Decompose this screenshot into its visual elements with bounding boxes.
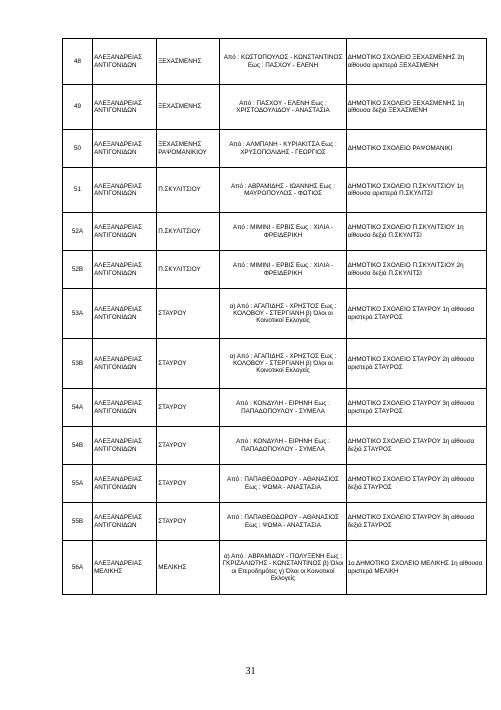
community-cell: ΣΤΑΥΡΟΥ bbox=[157, 289, 220, 339]
community-cell: Π.ΣΚΥΛΙΤΣΙΟΥ bbox=[157, 213, 220, 251]
community-cell: ΞΕΧΑΣΜΕΝΗΣ ΡΑΨΟΜΑΝΙΚΙΟΥ bbox=[157, 130, 220, 168]
voter-range-cell: Από : ΑΒΡΑΜΙΔΗΣ - ΙΩΑΝΝΗΣ Εως : ΜΑΥΡΟΠΟΥΛΟΣ - ΦΩΤΙΟΣ bbox=[220, 168, 346, 213]
polling-location-cell: ΔΗΜΟΤΙΚΟ ΣΧΟΛΕΙΟ ΣΤΑΥΡΟΥ 3η αίθουσα αριστερά ΣΤΑΥΡΟΣ bbox=[346, 389, 486, 427]
station-number-cell: 55Α bbox=[63, 465, 93, 503]
municipality-cell: ΑΛΕΞΑΝΔΡΕΙΑΣ ΑΝΤΙΓΟΝΙΔΩΝ bbox=[93, 389, 157, 427]
table-row bbox=[63, 39, 487, 85]
voter-range-cell: Από : ΜΙΜΙΝΙ - ΕΡΒΙΣ Εως : ΧΙΛΙΑ - ΦΡΕΙΔΕΡΙΚΗ bbox=[220, 251, 346, 289]
community-cell: ΣΤΑΥΡΟΥ bbox=[157, 339, 220, 389]
station-number-cell: 52Β bbox=[63, 251, 93, 289]
municipality-cell: ΑΛΕΞΑΝΔΡΕΙΑΣ ΑΝΤΙΓΟΝΙΔΩΝ bbox=[93, 339, 157, 389]
station-number-cell: 48 bbox=[63, 39, 93, 85]
station-number-cell: 54Β bbox=[63, 427, 93, 465]
voter-range-cell: Από : ΚΟΝΔΥΛΗ - ΕΙΡΗΝΗ Εως : ΠΑΠΑΔΟΠΟΥΛΟΥ - ΣΥΜΕΛΑ bbox=[220, 389, 346, 427]
voter-range-cell: α) Από : ΑΓΑΠΙΔΗΣ - ΧΡΗΣΤΟΣ Εως : ΚΟΛΟΒΟΥ - ΣΤΕΡΓΙΑΝΗ β) Όλοι οι Κοινοτικοί Εκλογείς bbox=[220, 289, 346, 339]
municipality-cell: ΑΛΕΞΑΝΔΡΕΙΑΣ ΜΕΛΙΚΗΣ bbox=[93, 541, 157, 595]
table-row bbox=[63, 85, 487, 130]
municipality-cell: ΑΛΕΞΑΝΔΡΕΙΑΣ ΑΝΤΙΓΟΝΙΔΩΝ bbox=[93, 39, 157, 85]
table-row bbox=[63, 427, 487, 465]
station-number-cell: 52Α bbox=[63, 213, 93, 251]
polling-location-cell: ΔΗΜΟΤΙΚΟ ΣΧΟΛΕΙΟ ΞΕΧΑΣΜΕΝΗΣ 1η αίθουσα δεξιά ΞΕΧΑΣΜΕΝΗ bbox=[346, 85, 486, 130]
polling-location-cell: ΔΗΜΟΤΙΚΟ ΣΧΟΛΕΙΟ Π.ΣΚΥΛΙΤΣΙΟΥ 1η αίθουσα αριστερά Π.ΣΚΥΛΙΤΣΙ bbox=[346, 168, 486, 213]
municipality-cell: ΑΛΕΞΑΝΔΡΕΙΑΣ ΑΝΤΙΓΟΝΙΔΩΝ bbox=[93, 465, 157, 503]
station-number-cell: 50 bbox=[63, 130, 93, 168]
municipality-cell: ΑΛΕΞΑΝΔΡΕΙΑΣ ΑΝΤΙΓΟΝΙΔΩΝ bbox=[93, 427, 157, 465]
municipality-cell: ΑΛΕΞΑΝΔΡΕΙΑΣ ΑΝΤΙΓΟΝΙΔΩΝ bbox=[93, 503, 157, 541]
municipality-cell: ΑΛΕΞΑΝΔΡΕΙΑΣ ΑΝΤΙΓΟΝΙΔΩΝ bbox=[93, 130, 157, 168]
municipality-cell: ΑΛΕΞΑΝΔΡΕΙΑΣ ΑΝΤΙΓΟΝΙΔΩΝ bbox=[93, 168, 157, 213]
station-number-cell: 53Α bbox=[63, 289, 93, 339]
polling-location-cell: ΔΗΜΟΤΙΚΟ ΣΧΟΛΕΙΟ ΣΤΑΥΡΟΥ 1η αίθουσα δεξιά ΣΤΑΥΡΟΣ bbox=[346, 427, 486, 465]
table-row bbox=[63, 251, 487, 289]
community-cell: ΣΤΑΥΡΟΥ bbox=[157, 427, 220, 465]
table-row bbox=[63, 289, 487, 339]
community-cell: ΜΕΛΙΚΗΣ bbox=[157, 541, 220, 595]
community-cell: ΣΤΑΥΡΟΥ bbox=[157, 389, 220, 427]
polling-location-cell: 1ο ΔΗΜΟΤΙΚΟ ΣΧΟΛΕΙΟ ΜΕΛΙΚΗΣ 1η αίθουσα αριστερά ΜΕΛΙΚΗ bbox=[346, 541, 486, 595]
municipality-cell: ΑΛΕΞΑΝΔΡΕΙΑΣ ΑΝΤΙΓΟΝΙΔΩΝ bbox=[93, 213, 157, 251]
community-cell: Π.ΣΚΥΛΙΤΣΙΟΥ bbox=[157, 168, 220, 213]
municipality-cell: ΑΛΕΞΑΝΔΡΕΙΑΣ ΑΝΤΙΓΟΝΙΔΩΝ bbox=[93, 251, 157, 289]
table-row bbox=[63, 465, 487, 503]
polling-location-cell: ΔΗΜΟΤΙΚΟ ΣΧΟΛΕΙΟ ΞΕΧΑΣΜΕΝΗΣ 2η αίθουσα αριστερά ΞΕΧΑΣΜΕΝΗ bbox=[346, 39, 486, 85]
station-number-cell: 56Α bbox=[63, 541, 93, 595]
voter-range-cell: Από : ΚΩΣΤΟΠΟΥΛΟΣ - ΚΩΝΣΤΑΝΤΙΝΟΣ Εως : ΠΑΣΧΟΥ - ΕΛΕΝΗ bbox=[220, 39, 346, 85]
table-row bbox=[63, 130, 487, 168]
polling-location-cell: ΔΗΜΟΤΙΚΟ ΣΧΟΛΕΙΟ ΣΤΑΥΡΟΥ 1η αίθουσα αριστερά ΣΤΑΥΡΟΣ bbox=[346, 289, 486, 339]
community-cell: ΞΕΧΑΣΜΕΝΗΣ bbox=[157, 85, 220, 130]
table-row bbox=[63, 339, 487, 389]
station-number-cell: 53Β bbox=[63, 339, 93, 389]
voter-range-cell: Από : ΜΙΜΙΝΙ - ΕΡΒΙΣ Εως : ΧΙΛΙΑ - ΦΡΕΙΔΕΡΙΚΗ bbox=[220, 213, 346, 251]
table-row bbox=[63, 213, 487, 251]
station-number-cell: 54Α bbox=[63, 389, 93, 427]
table-row bbox=[63, 168, 487, 213]
polling-location-cell: ΔΗΜΟΤΙΚΟ ΣΧΟΛΕΙΟ ΣΤΑΥΡΟΥ 2η αίθουσα αριστερά ΣΤΑΥΡΟΣ bbox=[346, 339, 486, 389]
table-row bbox=[63, 389, 487, 427]
community-cell: ΣΤΑΥΡΟΥ bbox=[157, 465, 220, 503]
community-cell: ΞΕΧΑΣΜΕΝΗΣ bbox=[157, 39, 220, 85]
station-number-cell: 55Β bbox=[63, 503, 93, 541]
page-number: 31 bbox=[245, 666, 256, 677]
polling-location-cell: ΔΗΜΟΤΙΚΟ ΣΧΟΛΕΙΟ Π.ΣΚΥΛΙΤΣΙΟΥ 1η αίθουσα δεξιά Π.ΣΚΥΛΙΤΣΙ bbox=[346, 213, 486, 251]
station-number-cell: 49 bbox=[63, 85, 93, 130]
polling-location-cell: ΔΗΜΟΤΙΚΟ ΣΧΟΛΕΙΟ ΣΤΑΥΡΟΥ 2η αίθουσα δεξιά ΣΤΑΥΡΟΣ bbox=[346, 465, 486, 503]
voter-range-cell: Από : ΠΑΣΧΟΥ - ΕΛΕΝΗ Εως : ΧΡΙΣΤΟΔΟΥΛΙΔΟΥ - ΑΝΑΣΤΑΣΙΑ bbox=[220, 85, 346, 130]
municipality-cell: ΑΛΕΞΑΝΔΡΕΙΑΣ ΑΝΤΙΓΟΝΙΔΩΝ bbox=[93, 289, 157, 339]
polling-location-cell: ΔΗΜΟΤΙΚΟ ΣΧΟΛΕΙΟ ΣΤΑΥΡΟΥ 3η αίθουσα δεξιά ΣΤΑΥΡΟΣ bbox=[346, 503, 486, 541]
station-number-cell: 51 bbox=[63, 168, 93, 213]
polling-location-cell: ΔΗΜΟΤΙΚΟ ΣΧΟΛΕΙΟ ΡΑΨΟΜΑΝΙΚΙ bbox=[346, 130, 486, 168]
community-cell: ΣΤΑΥΡΟΥ bbox=[157, 503, 220, 541]
polling-stations-table bbox=[62, 38, 487, 595]
voter-range-cell: Από : ΠΑΠΑΘΕΟΔΩΡΟΥ - ΑΘΑΝΑΣΙΟΣ Εως : ΨΩΜΑ - ΑΝΑΣΤΑΣΙΑ bbox=[220, 503, 346, 541]
table-row bbox=[63, 503, 487, 541]
community-cell: Π.ΣΚΥΛΙΤΣΙΟΥ bbox=[157, 251, 220, 289]
voter-range-cell: Από : ΑΛΜΠΑΝΗ - ΚΥΡΙΑΚΙΤΣΑ Εως : ΧΡΥΣΟΠΟΛΙΔΗΣ - ΓΕΩΡΓΙΟΣ bbox=[220, 130, 346, 168]
voter-range-cell: α) Από : ΑΒΡΑΜΙΔΟΥ - ΠΟΛΥΞΕΝΗ Εως : ΓΚΡΙΖΑΛΙΩΤΗΣ - ΚΩΝΣΤΑΝΤΙΝΟΣ β) Όλοι οι Ετεροδημότες γ) Όλοι οι Κοινοτικοί Εκλογείς bbox=[220, 541, 346, 595]
voter-range-cell: Από : ΠΑΠΑΘΕΟΔΩΡΟΥ - ΑΘΑΝΑΣΙΟΣ Εως : ΨΩΜΑ - ΑΝΑΣΤΑΣΙΑ bbox=[220, 465, 346, 503]
municipality-cell: ΑΛΕΞΑΝΔΡΕΙΑΣ ΑΝΤΙΓΟΝΙΔΩΝ bbox=[93, 85, 157, 130]
voter-range-cell: α) Από : ΑΓΑΠΙΔΗΣ - ΧΡΗΣΤΟΣ Εως : ΚΟΛΟΒΟΥ - ΣΤΕΡΓΙΑΝΗ β) Όλοι οι Κοινοτικοί Εκλογείς bbox=[220, 339, 346, 389]
table-row bbox=[63, 541, 487, 595]
polling-location-cell: ΔΗΜΟΤΙΚΟ ΣΧΟΛΕΙΟ Π.ΣΚΥΛΙΤΣΙΟΥ 2η αίθουσα δεξιά Π.ΣΚΥΛΙΤΣΙ bbox=[346, 251, 486, 289]
voter-range-cell: Από : ΚΟΝΔΥΛΗ - ΕΙΡΗΝΗ Εως : ΠΑΠΑΔΟΠΟΥΛΟΥ - ΣΥΜΕΛΑ bbox=[220, 427, 346, 465]
